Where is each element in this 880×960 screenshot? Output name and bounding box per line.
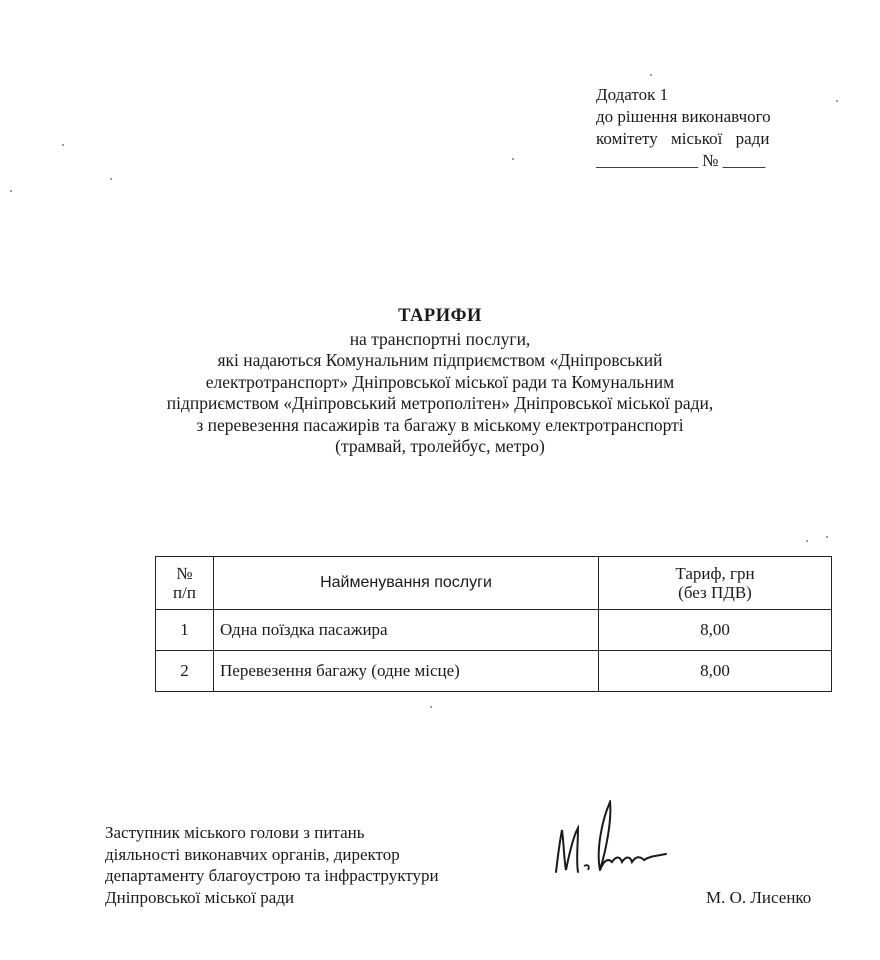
heading-line: електротранспорт» Дніпровської міської ради та Комунальним	[205, 371, 675, 392]
table-header-row	[156, 557, 832, 610]
row-tariff: 8,00	[599, 651, 832, 692]
appendix-title: Додаток 1	[596, 85, 669, 104]
row-number: 2	[156, 651, 214, 692]
appendix-decision: до рішення виконавчого	[596, 107, 771, 126]
scan-speck	[62, 144, 64, 146]
heading-line: які надаються Комунальним підприємством «Дніпровський	[217, 350, 663, 370]
handwritten-signature	[548, 800, 678, 880]
heading-line: (трамвай, тролейбус, метро)	[335, 436, 545, 456]
scan-speck	[512, 158, 514, 160]
row-tariff: 8,00	[599, 610, 832, 651]
heading-line: підприємством «Дніпровський метрополітен» Дніпровської міської ради,	[166, 393, 714, 413]
row-service: Одна поїздка пасажира	[214, 610, 599, 651]
row-service: Перевезення багажу (одне місце)	[214, 651, 599, 692]
scan-speck	[650, 74, 652, 76]
signer-line: Дніпровської міської ради	[105, 887, 295, 907]
scan-speck	[836, 100, 838, 102]
scan-speck	[826, 536, 828, 538]
row-number: 1	[156, 610, 214, 651]
header-tariff	[599, 557, 832, 610]
header-number-symbol: №	[176, 564, 193, 583]
scan-speck	[806, 540, 808, 542]
appendix-number-blank: ____________ № _____	[596, 151, 766, 170]
signer-line: діяльності виконавчих органів, директор	[105, 844, 400, 864]
header-number-abbr: п/п	[173, 583, 196, 602]
appendix-committee: комітету міської ради	[596, 129, 770, 148]
header-number	[156, 557, 214, 610]
tariffs-table	[155, 556, 832, 692]
header-service-name: Найменування послуги	[214, 557, 599, 610]
signer-position	[105, 822, 545, 908]
document-heading	[100, 306, 780, 458]
heading-line: з перевезення пасажирів та багажу в міському електротранспорті	[196, 414, 684, 435]
signer-line: Заступник міського голови з питань	[105, 823, 365, 842]
scan-speck	[430, 706, 432, 708]
appendix-block	[596, 84, 836, 172]
scan-speck	[110, 178, 112, 180]
signer-line: департаменту благоустрою та інфраструктури	[105, 866, 439, 885]
heading-line: на транспортні послуги,	[349, 328, 531, 349]
scan-speck	[10, 190, 12, 192]
header-tariff-label: Тариф, грн	[675, 564, 755, 583]
table-row	[156, 651, 832, 692]
document-title: ТАРИФИ	[398, 306, 482, 326]
signer-name: М. О. Лисенко	[706, 888, 812, 907]
table-row	[156, 610, 832, 651]
header-tariff-vat: (без ПДВ)	[678, 583, 752, 602]
